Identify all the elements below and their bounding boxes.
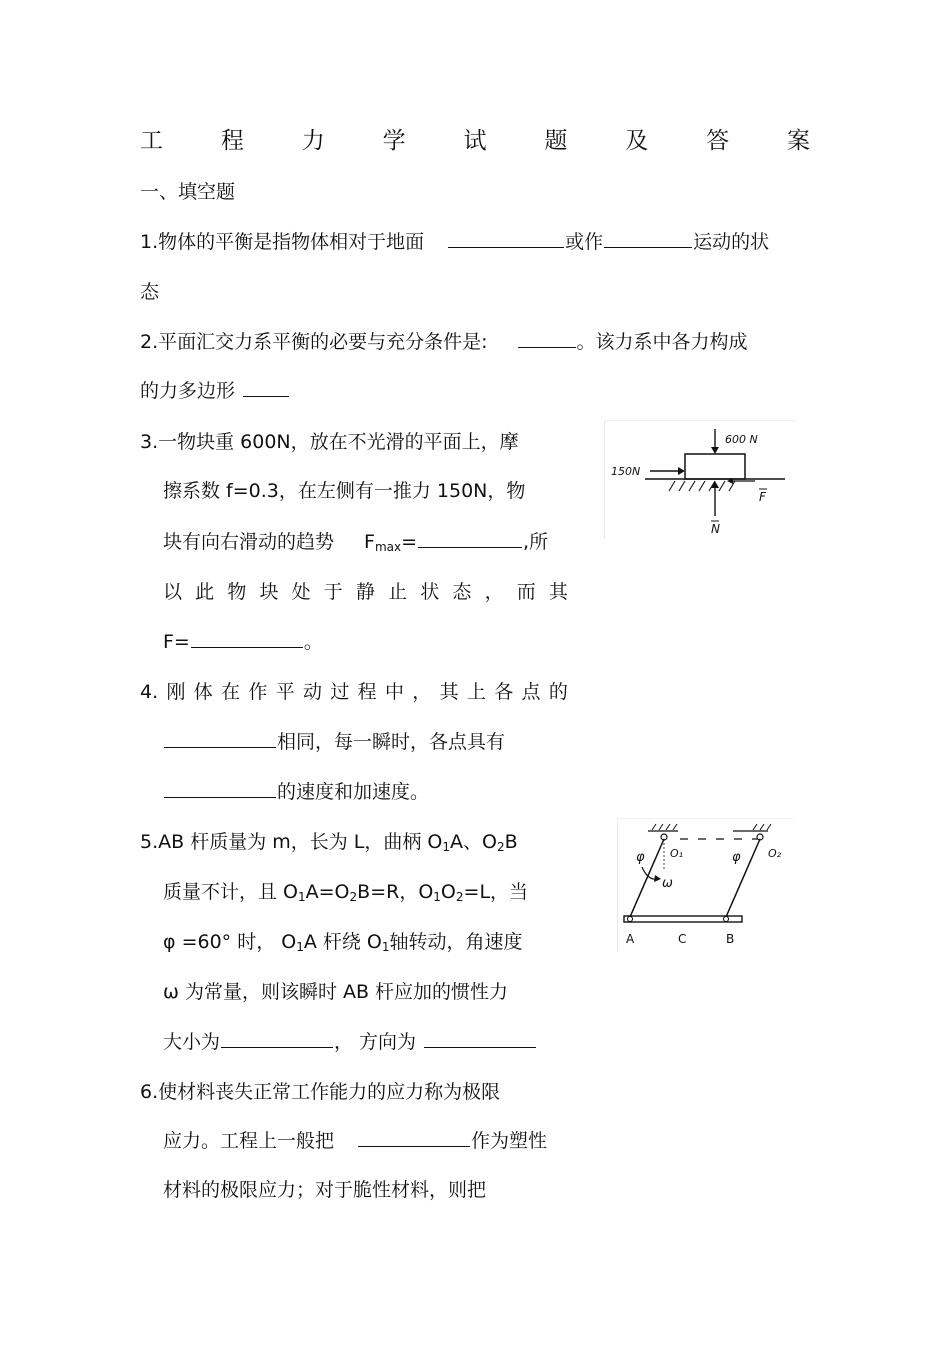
- q3-line-4-char: ，: [484, 581, 504, 603]
- q4-line-3: [163, 783, 429, 802]
- q5-answer-blank-2[interactable]: [424, 1046, 536, 1048]
- phi-label-1: φ: [636, 850, 645, 865]
- weight-label: 600 N: [725, 433, 758, 446]
- title-char: 学: [382, 128, 406, 154]
- q1-text-b: 或作: [565, 231, 604, 253]
- q3-answer-blank-1[interactable]: [418, 546, 522, 548]
- o2-label: O₂: [768, 847, 782, 860]
- joint-b: [724, 917, 729, 922]
- q3-line-4-char: 静: [355, 581, 375, 603]
- q3-line-4-char: 态: [452, 581, 472, 603]
- q5-l1-sub2: 2: [496, 840, 505, 854]
- q4-line-1-char: 各: [494, 681, 514, 703]
- q1-answer-blank-2[interactable]: [604, 246, 692, 248]
- q3-line-3: [163, 533, 548, 552]
- q5-l3-a: φ =60° 时， O: [163, 931, 297, 953]
- normal-label: N: [711, 522, 720, 536]
- q4-line-1-char: 过: [330, 681, 350, 703]
- question-1-line-1: [140, 233, 769, 252]
- q5-line-2: [163, 883, 528, 902]
- q5-l1-a: 5.AB 杆质量为 m，长为 L，曲柄 O: [140, 831, 443, 853]
- q4-line-1-char: 程: [357, 681, 377, 703]
- crank-mechanism-figure: [617, 818, 794, 952]
- block: [685, 454, 745, 479]
- q5-l2-sub1: 1: [298, 890, 306, 904]
- q5-l2-c: B=R，O: [357, 881, 434, 903]
- q2-text-a: 2.平面汇交力系平衡的必要与充分条件是:: [140, 331, 488, 353]
- title-char: 试: [463, 128, 487, 154]
- q3-line-4-char: 以: [163, 581, 183, 603]
- q4-text-2: 相同，每一瞬时，各点具有: [277, 731, 506, 753]
- q3-line-1: 3.一物块重 600N，放在不光滑的平面上，摩: [140, 431, 519, 453]
- q4-line-1: [140, 683, 568, 702]
- q5-line-5: [163, 1033, 537, 1052]
- c-label: C: [678, 932, 687, 946]
- b-label: B: [726, 932, 735, 946]
- q4-line-1-char: 体: [193, 681, 213, 703]
- q4-line-1-char: 在: [221, 681, 241, 703]
- q4-line-1-char: 其: [439, 681, 459, 703]
- title-char: 及: [625, 128, 649, 154]
- q4-answer-blank-1[interactable]: [164, 746, 276, 748]
- q3-answer-blank-2[interactable]: [191, 646, 303, 648]
- q3-f-label: F=: [163, 631, 190, 653]
- q3-fmax-subscript: max: [374, 540, 402, 554]
- q3-line-4: [163, 583, 568, 602]
- crank-mechanism-diagram: [618, 819, 794, 952]
- q6-l2-b: 作为塑性: [471, 1130, 548, 1152]
- q5-l2-sub4: 2: [455, 890, 464, 904]
- support-1-hatching: [652, 824, 677, 830]
- q1-text-c: 运动的状: [693, 231, 770, 253]
- title-char: 力: [301, 128, 325, 154]
- q6-line-1: 6.使材料丧失正常工作能力的应力称为极限: [140, 1081, 501, 1103]
- q6-line-2: [163, 1132, 547, 1151]
- section-heading: 一、填空题: [140, 181, 236, 203]
- q3-line-4-char: 其: [548, 581, 568, 603]
- q3-line-4-char: 于: [323, 581, 343, 603]
- q3-line-2: 擦系数 f=0.3，在左侧有一推力 150N，物: [163, 480, 526, 502]
- q2-text-b: 。该力系中各力构成: [576, 331, 748, 353]
- q5-l1-sub1: 1: [442, 840, 451, 854]
- ground-hatching: [669, 481, 735, 491]
- question-2-line-1: [140, 333, 748, 352]
- title-char: 程: [220, 128, 244, 154]
- q3-line-4-char: 物: [227, 581, 247, 603]
- q5-l1-b: A、O: [450, 831, 497, 853]
- q5-l2-e: =L，当: [463, 881, 529, 903]
- q2-text-c: 的力多边形: [140, 380, 236, 402]
- block-friction-diagram: [605, 421, 795, 539]
- page-title: [140, 130, 810, 153]
- q1-text-d: 态: [140, 281, 160, 303]
- q4-line-2: [163, 733, 505, 752]
- q3-line-4-char: 处: [291, 581, 311, 603]
- q5-line-1: [140, 833, 518, 852]
- support-2-hatching: [753, 824, 771, 830]
- q4-answer-blank-2[interactable]: [164, 796, 276, 798]
- q5-l5-b: ， 方向为: [334, 1031, 417, 1053]
- question-2-line-2: [140, 382, 290, 401]
- q5-l2-sub3: 1: [433, 890, 441, 904]
- title-char: 工: [140, 128, 163, 154]
- a-label: A: [626, 932, 635, 946]
- q5-l3-sub1: 1: [296, 940, 304, 954]
- q3-equals: =: [401, 531, 418, 553]
- o1-label: O₁: [670, 847, 684, 860]
- joint-a: [628, 917, 633, 922]
- q5-l3-b: A 杆绕 O: [303, 931, 382, 953]
- q5-l3-c: 轴转动，角速度: [389, 931, 523, 953]
- q5-l3-sub2: 1: [381, 940, 390, 954]
- q2-answer-blank-1[interactable]: [518, 346, 576, 348]
- q5-l2-a: 质量不计，且 O: [163, 881, 298, 903]
- q3-line-4-char: 止: [388, 581, 408, 603]
- q3-fmax-symbol: F: [364, 531, 375, 553]
- q5-line-4: ω 为常量，则该瞬时 AB 杆应加的惯性力: [163, 981, 509, 1003]
- omega-arrowhead: [654, 875, 661, 882]
- weight-arrowhead: [711, 447, 719, 454]
- title-char: 题: [544, 128, 568, 154]
- q6-answer-blank-1[interactable]: [358, 1145, 470, 1147]
- q3-text-a: 块有向右滑动的趋势: [163, 531, 335, 553]
- q5-l5-a: 大小为: [163, 1031, 221, 1053]
- q4-line-1-char: 点: [521, 681, 541, 703]
- title-char: 案: [787, 128, 810, 154]
- omega-label: ω: [662, 876, 673, 891]
- q3-line-4-char: 状: [420, 581, 440, 603]
- q4-line-1-char: 作: [248, 681, 268, 703]
- q3-line-4-char: 此: [195, 581, 215, 603]
- friction-label: F: [759, 490, 766, 504]
- q5-l2-b: A=O: [305, 881, 350, 903]
- q4-line-1-char: 中: [384, 681, 404, 703]
- q4-line-1-char: ，: [412, 681, 432, 703]
- block-friction-figure: [604, 420, 795, 539]
- normal-arrowhead: [711, 481, 719, 488]
- q3-line-5: [163, 633, 323, 652]
- q4-line-1-char: 刚: [166, 681, 186, 703]
- q6-l2-a: 应力。工程上一般把: [163, 1130, 335, 1152]
- q3-line-4-char: 块: [259, 581, 279, 603]
- phi-label-2: φ: [732, 850, 741, 865]
- title-char: 答: [706, 128, 730, 154]
- q6-line-3: 材料的极限应力；对于脆性材料，则把: [163, 1179, 487, 1201]
- q4-text-3: 的速度和加速度。: [277, 781, 430, 803]
- q3-period: 。: [303, 631, 323, 653]
- q4-line-1-char: 上: [466, 681, 486, 703]
- q5-l2-sub2: 2: [349, 890, 358, 904]
- q1-answer-blank-1[interactable]: [448, 246, 564, 248]
- push-label: 150N: [611, 465, 641, 478]
- q4-line-1-char: 平: [275, 681, 295, 703]
- q3-line-4-char: 而: [516, 581, 536, 603]
- q1-text-a: 1.物体的平衡是指物体相对于地面: [140, 231, 425, 253]
- q2-answer-blank-2[interactable]: [243, 395, 289, 397]
- q4-line-1-char: 4.: [140, 681, 159, 703]
- q5-line-3: [163, 933, 523, 952]
- q4-line-1-char: 动: [303, 681, 323, 703]
- q5-l1-c: B: [504, 831, 518, 853]
- q5-answer-blank-1[interactable]: [221, 1046, 333, 1048]
- q5-l2-d: O: [440, 881, 456, 903]
- push-arrowhead: [678, 467, 685, 475]
- q3-text-d: ,所: [523, 531, 549, 553]
- q4-line-1-char: 的: [548, 681, 568, 703]
